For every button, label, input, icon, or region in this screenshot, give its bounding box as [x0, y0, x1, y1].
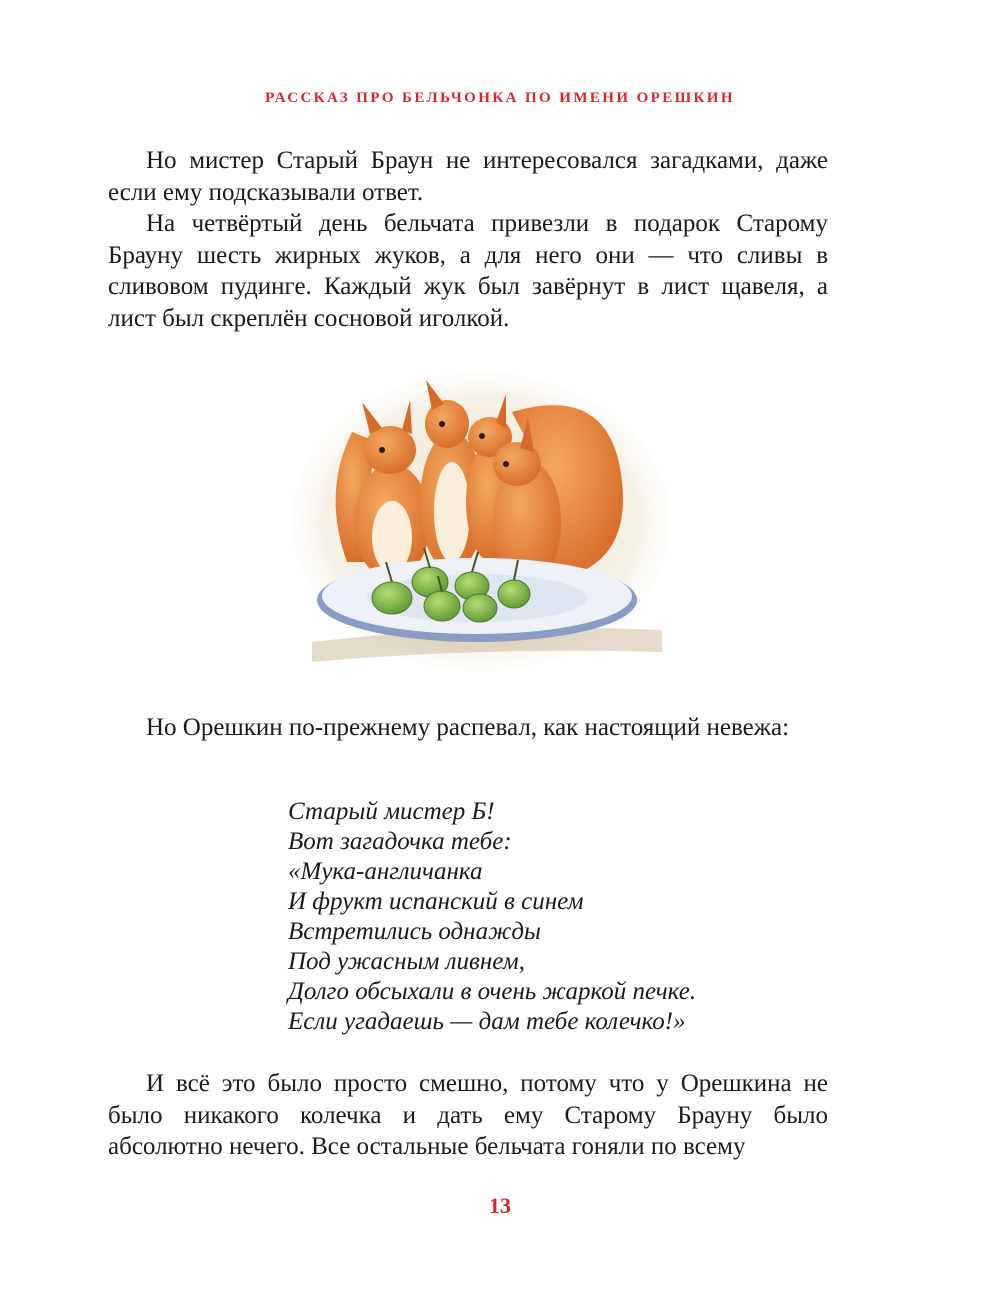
squirrels-illustration — [292, 372, 670, 672]
poem-line: Долго обсыхали в очень жаркой печке. — [288, 978, 697, 1005]
page-number: 13 — [489, 1193, 511, 1218]
text-block-middle — [108, 712, 828, 744]
paragraph: На четвёртый день бельчата привезли в подарок Старому Брауну шесть жирных жуков, а для него они — что сливы в сливовом пудинге. Каждый жук был завёрнут в лист щавеля, а лист был скреплён сосновой иголкой. — [108, 210, 828, 332]
poem-line: И фрукт испанский в синем — [288, 888, 584, 915]
text-block-top — [108, 145, 828, 334]
poem-line: Если угадаешь — дам тебе колечко!» — [288, 1008, 686, 1035]
running-head: РАССКАЗ ПРО БЕЛЬЧОНКА ПО ИМЕНИ ОРЕШКИН — [265, 90, 735, 106]
poem-line: «Мука-англичанка — [288, 858, 483, 885]
text-block-bottom — [108, 1068, 828, 1163]
poem — [288, 797, 848, 1037]
paragraph: И всё это было просто смешно, потому что у Орешкина не было никакого колечка и дать ему Старому Брауну было абсолютно нечего. Все остальные бельчата гоняли по всему — [108, 1070, 828, 1160]
paragraph: Но мистер Старый Браун не интересовался загадками, даже если ему подсказывали ответ. — [108, 147, 828, 206]
poem-line: Вот загадочка тебе: — [288, 828, 512, 855]
paragraph: Но Орешкин по-прежнему распевал, как настоящий невежа: — [146, 714, 790, 741]
poem-line: Под ужасным ливнем, — [288, 948, 525, 975]
poem-line: Старый мистер Б! — [288, 798, 495, 825]
poem-line: Встретились однажды — [288, 918, 541, 945]
